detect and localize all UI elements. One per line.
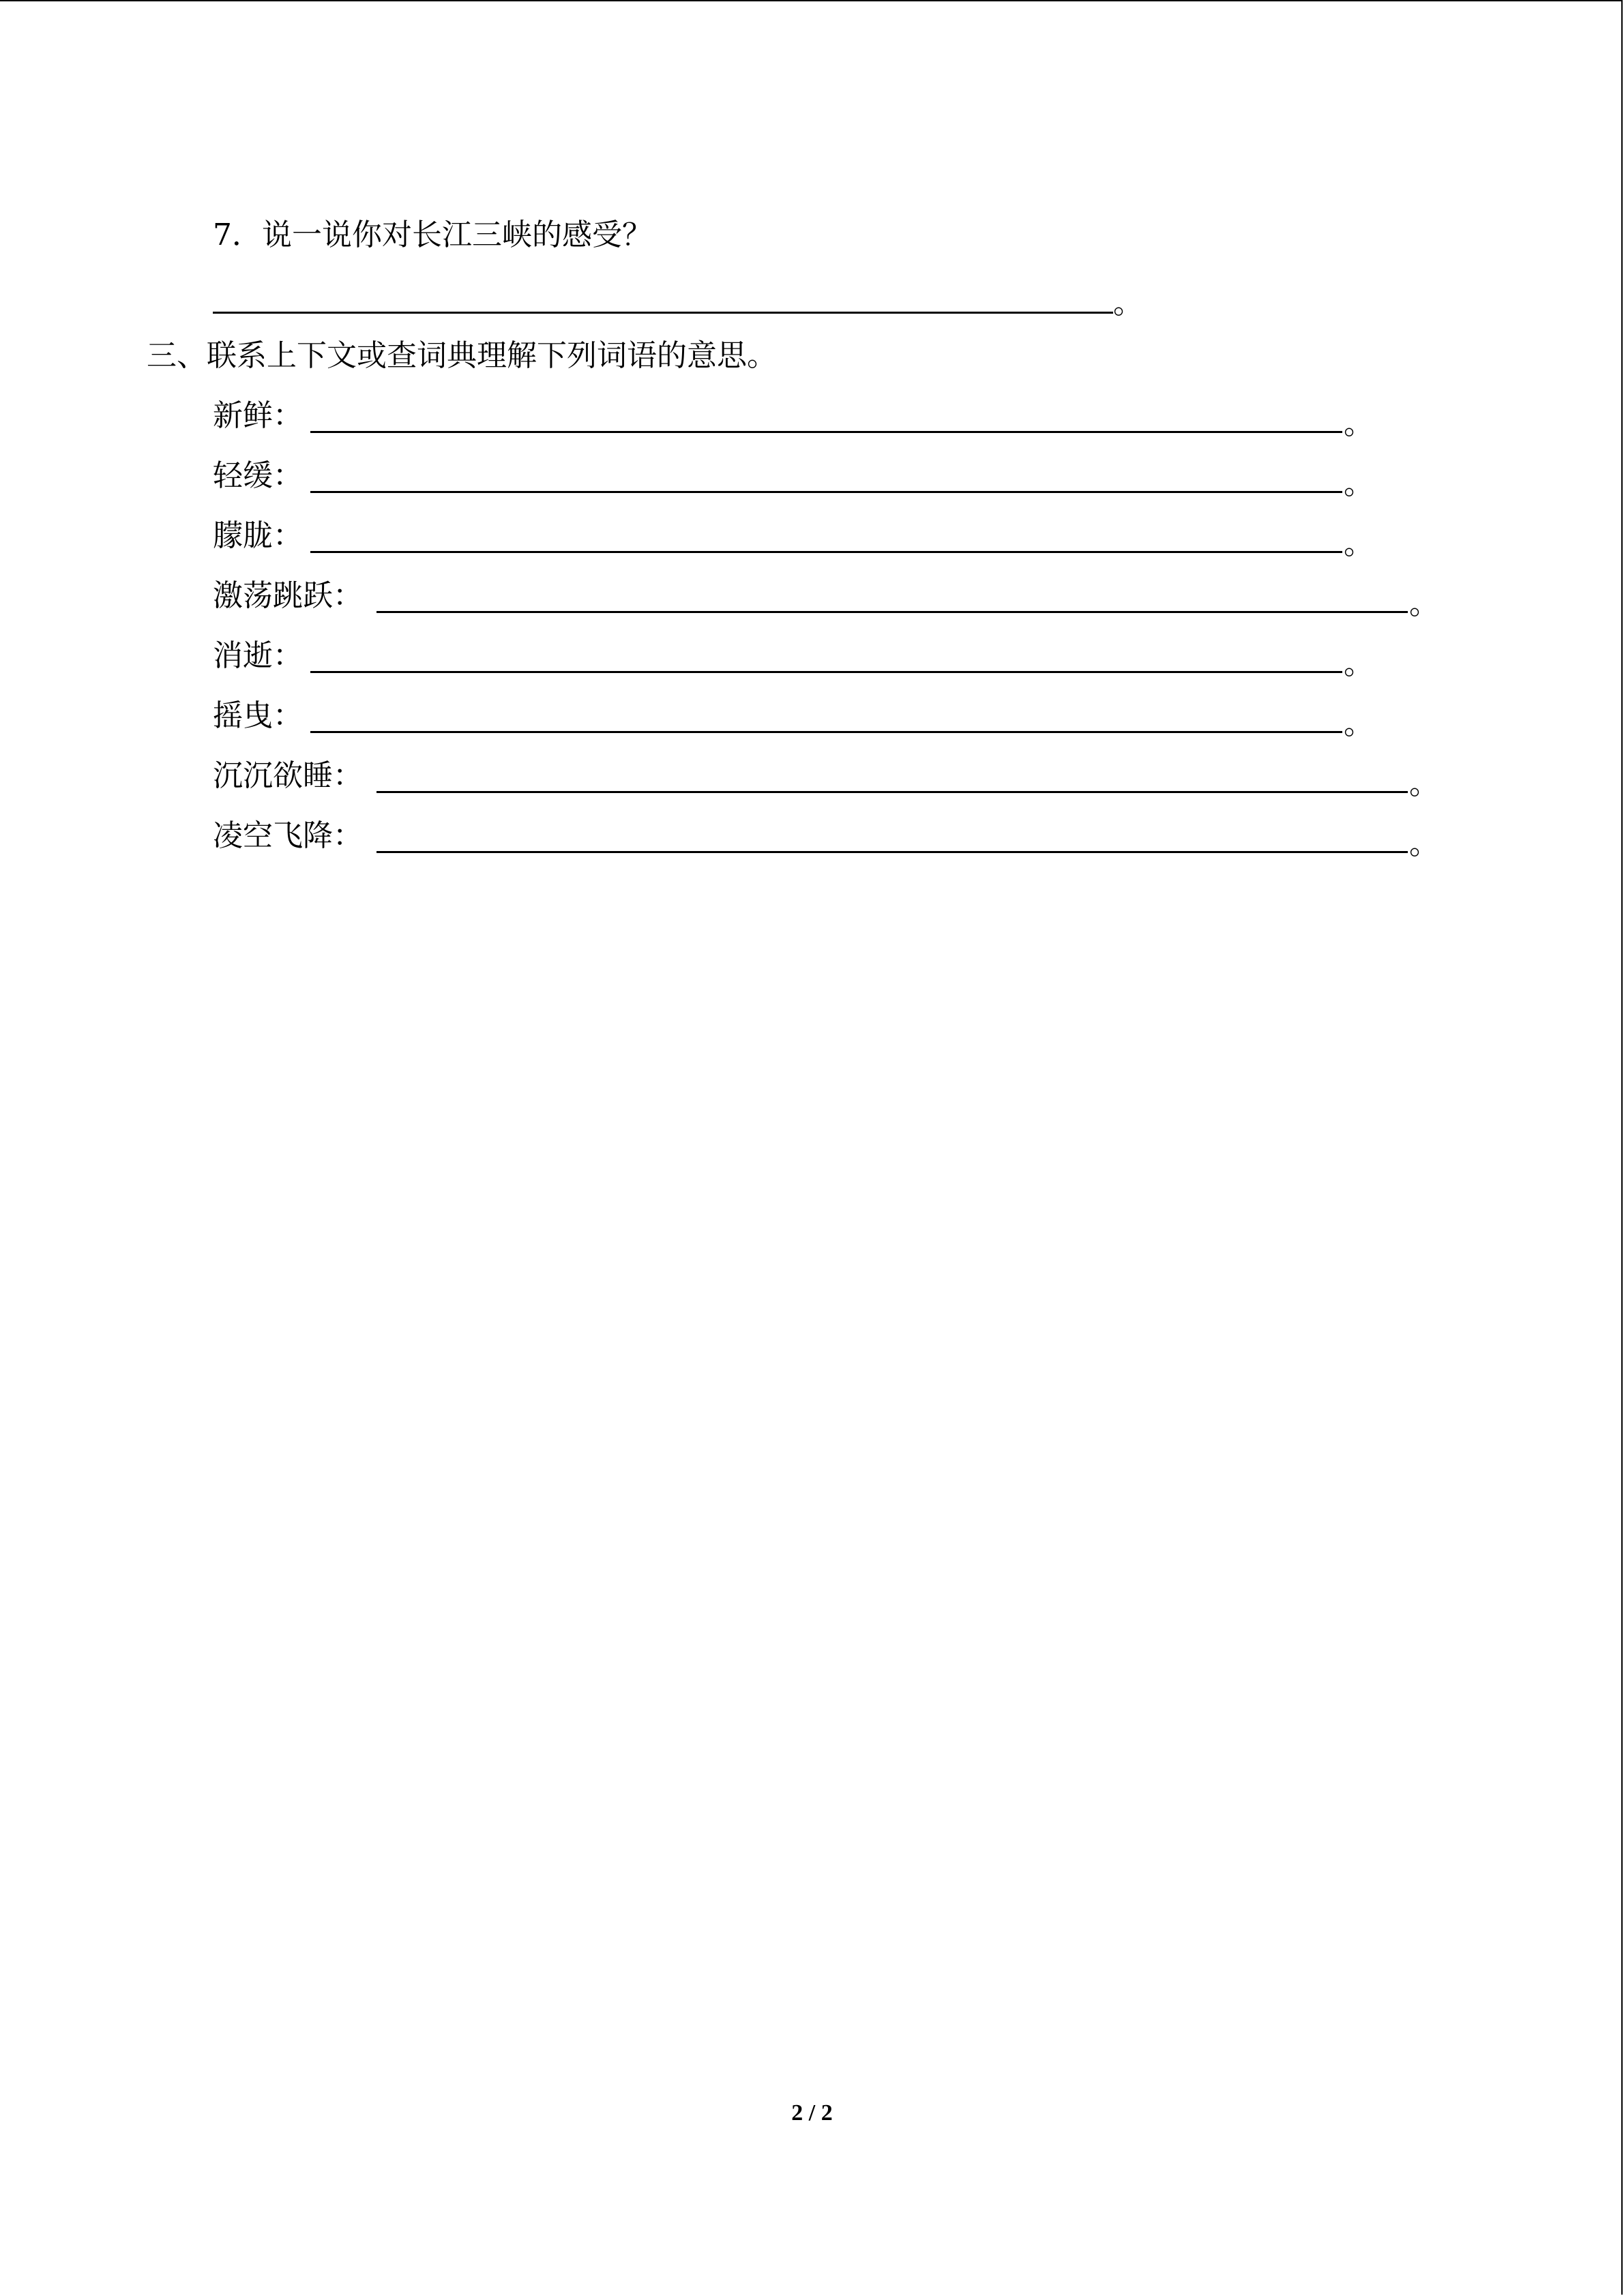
item-answer-line-qinghuan[interactable]	[310, 491, 1342, 493]
item-answer-line-yaoye[interactable]	[310, 731, 1342, 733]
item-period-menglong: 。	[1344, 526, 1374, 561]
item-period-yaoye: 。	[1344, 706, 1374, 741]
item-period-qinghuan: 。	[1344, 466, 1374, 501]
item-label-lingkongfeijiang: 凌空飞降：	[213, 818, 363, 853]
item-period-xiaoshi: 。	[1344, 646, 1374, 681]
item-label-qinghuan: 轻缓：	[213, 458, 303, 493]
question-7-text: 7．说一说你对长江三峡的感受？	[213, 218, 652, 252]
item-period-xinxian: 。	[1344, 406, 1374, 441]
section-3-heading: 三、联系上下文或查词典理解下列词语的意思。	[147, 338, 777, 373]
question-7-answer-line[interactable]	[213, 312, 1113, 314]
item-period-lingkongfeijiang: 。	[1409, 826, 1439, 861]
item-answer-line-xinxian[interactable]	[310, 431, 1342, 433]
item-label-xinxian: 新鲜：	[213, 398, 303, 433]
item-label-xiaoshi: 消逝：	[213, 638, 303, 673]
item-label-chenchenyushui: 沉沉欲睡：	[213, 758, 363, 793]
item-label-yaoye: 摇曳：	[213, 698, 303, 733]
page-number: 2 / 2	[791, 2100, 833, 2126]
item-period-jidangtiaoyue: 。	[1409, 586, 1439, 621]
item-answer-line-chenchenyushui[interactable]	[377, 791, 1408, 793]
item-label-jidangtiaoyue: 激荡跳跃：	[213, 578, 363, 613]
item-label-menglong: 朦胧：	[213, 518, 303, 553]
item-answer-line-jidangtiaoyue[interactable]	[377, 611, 1408, 613]
item-answer-line-menglong[interactable]	[310, 551, 1342, 553]
item-answer-line-xiaoshi[interactable]	[310, 671, 1342, 673]
item-period-chenchenyushui: 。	[1409, 766, 1439, 801]
item-answer-line-lingkongfeijiang[interactable]	[377, 851, 1408, 853]
question-7-period: 。	[1113, 286, 1143, 320]
